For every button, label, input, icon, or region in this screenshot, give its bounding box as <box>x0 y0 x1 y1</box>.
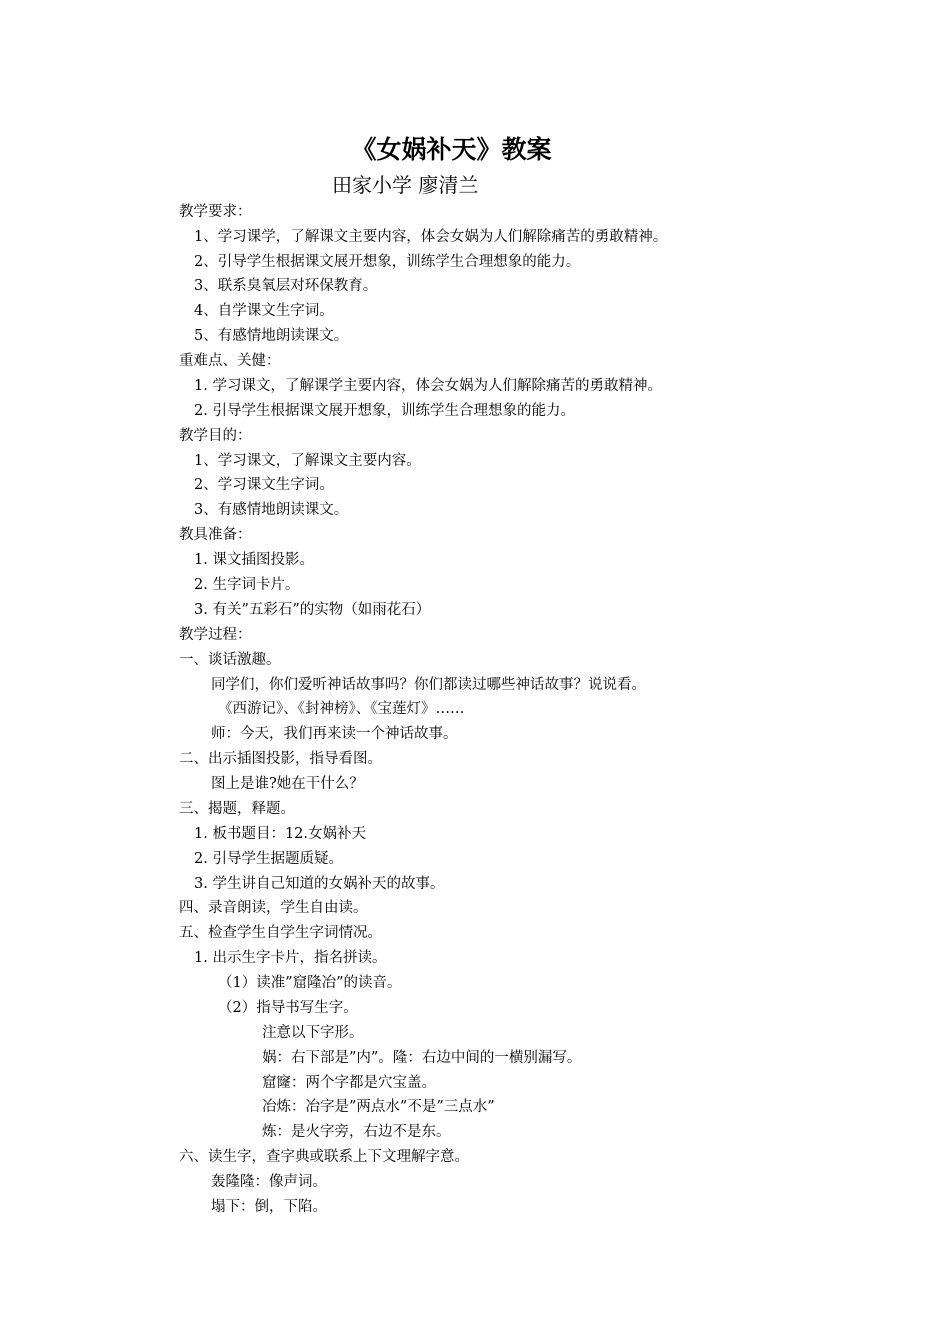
material-item-1: 1. 课文插图投影。 <box>194 552 314 568</box>
section-1-line: 《西游记》、《封神榜》、《宝莲灯》…… <box>218 701 465 717</box>
goals-heading: 教学目的： <box>179 428 252 444</box>
section-2-line: 图上是谁?她在干什么？ <box>211 776 364 792</box>
section-4-title: 四、录音朗读，学生自由读。 <box>179 900 368 916</box>
section-5-subitem: （1）读准”窟隆冶”的读音。 <box>218 975 402 991</box>
requirement-item-1: 1、学习课学，了解课文主要内容，体会女娲为人们解除痛苦的勇敢精神。 <box>194 229 668 245</box>
section-6-title: 六、读生字，查字典或联系上下文理解字意。 <box>179 1149 469 1165</box>
section-3-line: 2. 引导学生据题质疑。 <box>194 851 343 867</box>
requirement-item-2: 2、引导学生根据课文展开想象，训练学生合理想象的能力。 <box>194 254 581 270</box>
goal-item-1: 1、学习课文，了解课文主要内容。 <box>194 453 421 469</box>
section-5-subitem: （2）指导书写生字。 <box>218 1000 358 1016</box>
process-heading: 教学过程： <box>179 627 252 643</box>
section-6-line: 轰隆隆：像声词。 <box>211 1174 327 1190</box>
section-2-title: 二、出示插图投影，指导看图。 <box>179 751 382 767</box>
document-title: 《女娲补天》教案 <box>351 135 552 164</box>
materials-heading: 教具准备： <box>179 527 252 543</box>
section-5-note: 窟窿：两个字都是穴宝盖。 <box>262 1075 436 1091</box>
section-5-note: 炼：是火字旁，右边不是东。 <box>262 1124 451 1140</box>
requirement-item-3: 3、联系臭氧层对环保教育。 <box>194 278 378 294</box>
section-6-line: 塌下：倒，下陷。 <box>211 1199 327 1215</box>
keypoint-item-2: 2. 引导学生根据课文展开想象，训练学生合理想象的能力。 <box>194 403 575 419</box>
goal-item-3: 3、有感情地朗读课文。 <box>194 502 349 518</box>
section-3-line: 1. 板书题目：12.女娲补天 <box>194 826 367 842</box>
section-1-line: 同学们，你们爱听神话故事吗？你们都读过哪些神话故事？说说看。 <box>211 677 646 693</box>
section-1-line: 师：今天，我们再来读一个神话故事。 <box>211 726 458 742</box>
requirement-item-5: 5、有感情地朗读课文。 <box>194 328 349 344</box>
keypoints-heading: 重难点、关健： <box>179 353 281 369</box>
section-5-note: 冶炼：冶字是”两点水”不是”三点水” <box>262 1099 495 1115</box>
material-item-3: 3. 有关”五彩石”的实物（如雨花石） <box>194 602 431 618</box>
section-3-title: 三、揭题，释题。 <box>179 801 295 817</box>
requirement-item-4: 4、自学课文生字词。 <box>194 303 334 319</box>
section-5-title: 五、检查学生自学生字词情况。 <box>179 925 382 941</box>
section-5-note: 娲：右下部是”内”。隆：右边中间的一横别漏写。 <box>262 1050 582 1066</box>
requirements-heading: 教学要求： <box>179 204 252 220</box>
section-1-title: 一、谈话激趣。 <box>179 652 281 668</box>
document-author: 田家小学 廖清兰 <box>332 173 479 197</box>
keypoint-item-1: 1. 学习课文，了解课学主要内容，体会女娲为人们解除痛苦的勇敢精神。 <box>194 378 662 394</box>
material-item-2: 2. 生字词卡片。 <box>194 577 300 593</box>
section-5-item: 1. 出示生字卡片，指名拼读。 <box>194 950 387 966</box>
goal-item-2: 2、学习课文生字词。 <box>194 477 334 493</box>
section-3-line: 3. 学生讲自己知道的女娲补天的故事。 <box>194 876 445 892</box>
section-5-note: 注意以下字形。 <box>262 1025 364 1041</box>
